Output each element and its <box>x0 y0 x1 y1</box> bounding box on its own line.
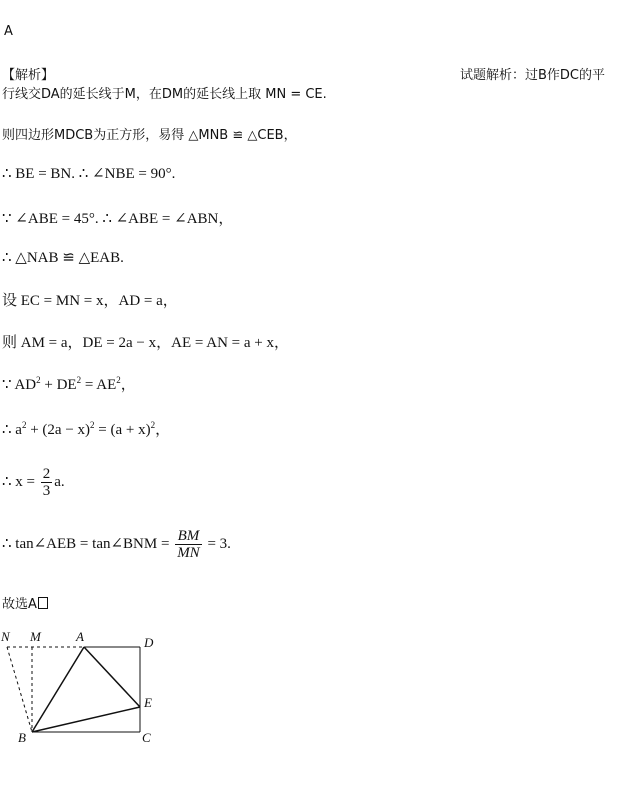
fraction-numerator: 2 <box>42 466 51 482</box>
eq9-eq: = (a + x) <box>94 422 151 438</box>
eq8-left: ∵ AD <box>2 377 37 393</box>
label-e: E <box>144 695 152 710</box>
exp-1: 2 <box>36 375 41 385</box>
label-c: C <box>142 730 151 745</box>
eq10-left: ∴ x = <box>2 473 39 490</box>
segment-be <box>32 707 140 732</box>
analysis-tag: 【解析】 <box>2 68 55 83</box>
label-m: M <box>30 629 41 644</box>
fraction-denominator: 3 <box>42 483 51 499</box>
answer-letter: A <box>4 24 13 39</box>
step-line-10 <box>2 466 65 499</box>
step-line-4: ∵ ∠ABE = 45°. ∴ ∠ABE = ∠ABN， <box>2 211 234 227</box>
step-line-7: 则 AM = a，DE = 2a − x，AE = AN = a + x， <box>2 335 289 351</box>
analysis-intro: 试题解析：过B作DC的平 <box>460 68 606 83</box>
step-line-6: 设 EC = MN = x，AD = a， <box>2 293 178 309</box>
eq9-mid: + (2a − x) <box>26 422 91 438</box>
fraction-denominator: MN <box>177 545 200 561</box>
dashed-line-nb <box>7 647 32 732</box>
exp-5: 2 <box>90 420 95 430</box>
exp-6: 2 <box>150 420 156 430</box>
conclusion-text: 故选A <box>2 597 37 612</box>
eq11-right: = 3. <box>203 535 231 552</box>
step-line-2: 则四边形MDCB为正方形，易得 △MNB ≌ △CEB， <box>2 128 297 143</box>
segment-ae <box>84 647 140 707</box>
label-a: A <box>76 629 84 644</box>
step-line-11 <box>2 528 231 561</box>
eq9-left: ∴ a <box>2 422 22 438</box>
eq8-mid1: + DE <box>40 377 77 393</box>
step-line-9 <box>2 418 170 439</box>
eq11-left: ∴ tan∠AEB = tan∠BNM = <box>2 535 174 552</box>
label-d: D <box>144 635 154 650</box>
eq8-mid2: = AE <box>81 377 117 393</box>
fraction-two-thirds <box>41 466 53 499</box>
step-line-8 <box>2 373 136 394</box>
step-line-5: ∴ △NAB ≌ △EAB. <box>2 250 124 266</box>
geometry-figure <box>0 628 170 758</box>
step-line-3: ∴ BE = BN. ∴ ∠NBE = 90°. <box>2 166 176 182</box>
label-b: B <box>18 730 26 745</box>
fraction-numerator: BM <box>175 528 202 545</box>
exp-2: 2 <box>76 375 82 385</box>
label-n: N <box>1 629 10 644</box>
eq9-end: ， <box>155 422 171 438</box>
eq8-end: ， <box>120 377 136 393</box>
exp-3: 2 <box>116 375 121 385</box>
missing-glyph-box-icon <box>38 597 48 609</box>
fraction-bm-mn <box>175 528 202 561</box>
step-line-1: 行线交DA的延长线于M，在DM的延长线上取 MN = CE. <box>2 87 327 102</box>
exp-4: 2 <box>21 420 27 430</box>
segment-ab <box>32 647 84 732</box>
eq10-right: a. <box>54 473 65 490</box>
conclusion <box>2 593 48 612</box>
